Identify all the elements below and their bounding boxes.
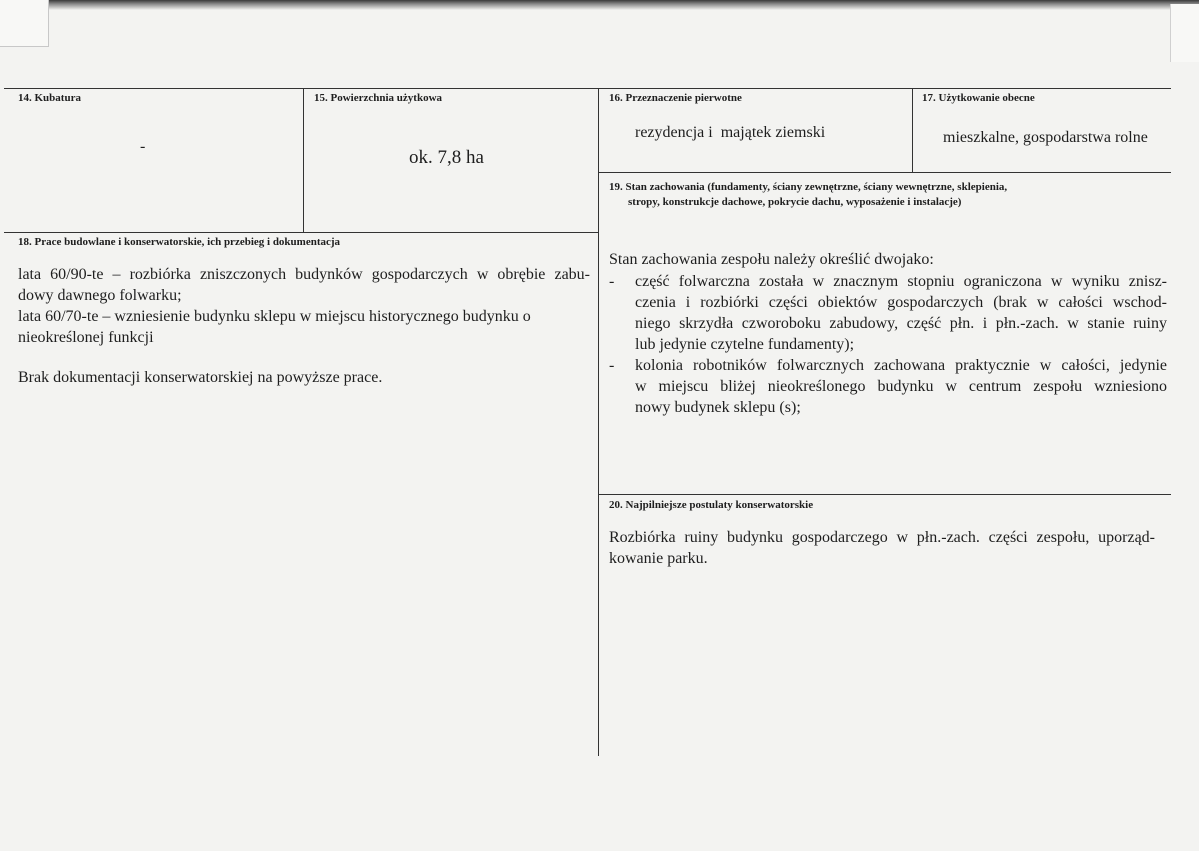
section-16-label: 16. Przeznaczenie pierwotne xyxy=(609,92,742,104)
section-19-item-2-line: kolonia robotników folwarcznych zachowana praktycznie w całości, jedynie xyxy=(635,357,1167,374)
section-14-label: 14. Kubatura xyxy=(18,92,81,104)
section-19-item-1-line: lub jedynie czytelne fundamenty); xyxy=(635,336,855,353)
divider-19-20 xyxy=(598,494,1171,495)
section-19-item-1-line: część folwarczna została w znacznym stopniu ograniczona w wyniku znisz- xyxy=(635,273,1167,290)
divider-14-18 xyxy=(4,232,598,233)
section-18-line: lata 60/90-te – rozbiórka zniszczonych budynków gospodarczych w obrębie zabu- xyxy=(18,266,590,283)
section-15-label: 15. Powierzchnia użytkowa xyxy=(314,92,443,104)
section-19-item-2-line: nowy budynek sklepu (s); xyxy=(635,399,801,416)
section-18-line: dowy dawnego folwarku; xyxy=(18,287,182,304)
divider-16-19 xyxy=(598,172,1171,173)
section-17-label: 17. Użytkowanie obecne xyxy=(922,92,1035,104)
section-19-label-line1: 19. Stan zachowania (fundamenty, ściany zewnętrzne, ściany wewnętrzne, sklepienia, xyxy=(609,181,1008,193)
bullet-dash: - xyxy=(609,273,615,290)
section-14-value: - xyxy=(140,138,146,155)
divider-center xyxy=(598,88,599,756)
section-19-intro: Stan zachowania zespołu należy określić dwojako: xyxy=(609,251,934,268)
section-19-item-1 xyxy=(635,271,1167,355)
divider-16-17 xyxy=(912,88,913,172)
section-20-line: Rozbiórka ruiny budynku gospodarczego w płn.-zach. części zespołu, uporząd- xyxy=(609,529,1155,546)
section-17-value: mieszkalne, gospodarstwa rolne xyxy=(943,129,1148,146)
section-18-text xyxy=(18,264,590,348)
section-19-item-2-line: w miejscu bliżej nieokreślonego budynku w centrum zespołu wzniesiono xyxy=(635,378,1167,395)
section-20-line: kowanie parku. xyxy=(609,550,708,567)
divider-14-15 xyxy=(303,88,304,232)
section-20-text xyxy=(609,527,1155,569)
page-right-tab xyxy=(1170,4,1199,62)
section-18-note: Brak dokumentacji konserwatorskiej na powyższe prace. xyxy=(18,369,383,386)
section-19-item-1-line: niego skrzydła czworoboku zabudowy, część płn. i płn.-zach. w stanie ruiny xyxy=(635,315,1167,332)
section-18-line: lata 60/70-te – wzniesienie budynku sklepu w miejscu historycznego budynku o xyxy=(18,308,531,325)
bullet-dash: - xyxy=(609,357,615,374)
scan-top-edge xyxy=(0,0,1199,10)
section-15-value: ok. 7,8 ha xyxy=(409,147,484,168)
section-18-label: 18. Prace budowlane i konserwatorskie, ich przebieg i dokumentacja xyxy=(18,236,341,248)
section-19-item-1-line: czenia i rozbiórki części obiektów gospodarczych (brak w całości wschod- xyxy=(635,294,1167,311)
section-18-line: nieokreślonej funkcji xyxy=(18,329,154,346)
section-19-item-2 xyxy=(635,355,1167,418)
section-19-label-line2: stropy, konstrukcje dachowe, pokrycie dachu, wyposażenie i instalacje) xyxy=(628,196,962,208)
page-corner-tab xyxy=(0,0,49,47)
section-16-value: rezydencja i majątek ziemski xyxy=(635,124,826,141)
table-top-border xyxy=(4,88,1171,89)
section-20-label: 20. Najpilniejsze postulaty konserwatorskie xyxy=(609,499,814,511)
